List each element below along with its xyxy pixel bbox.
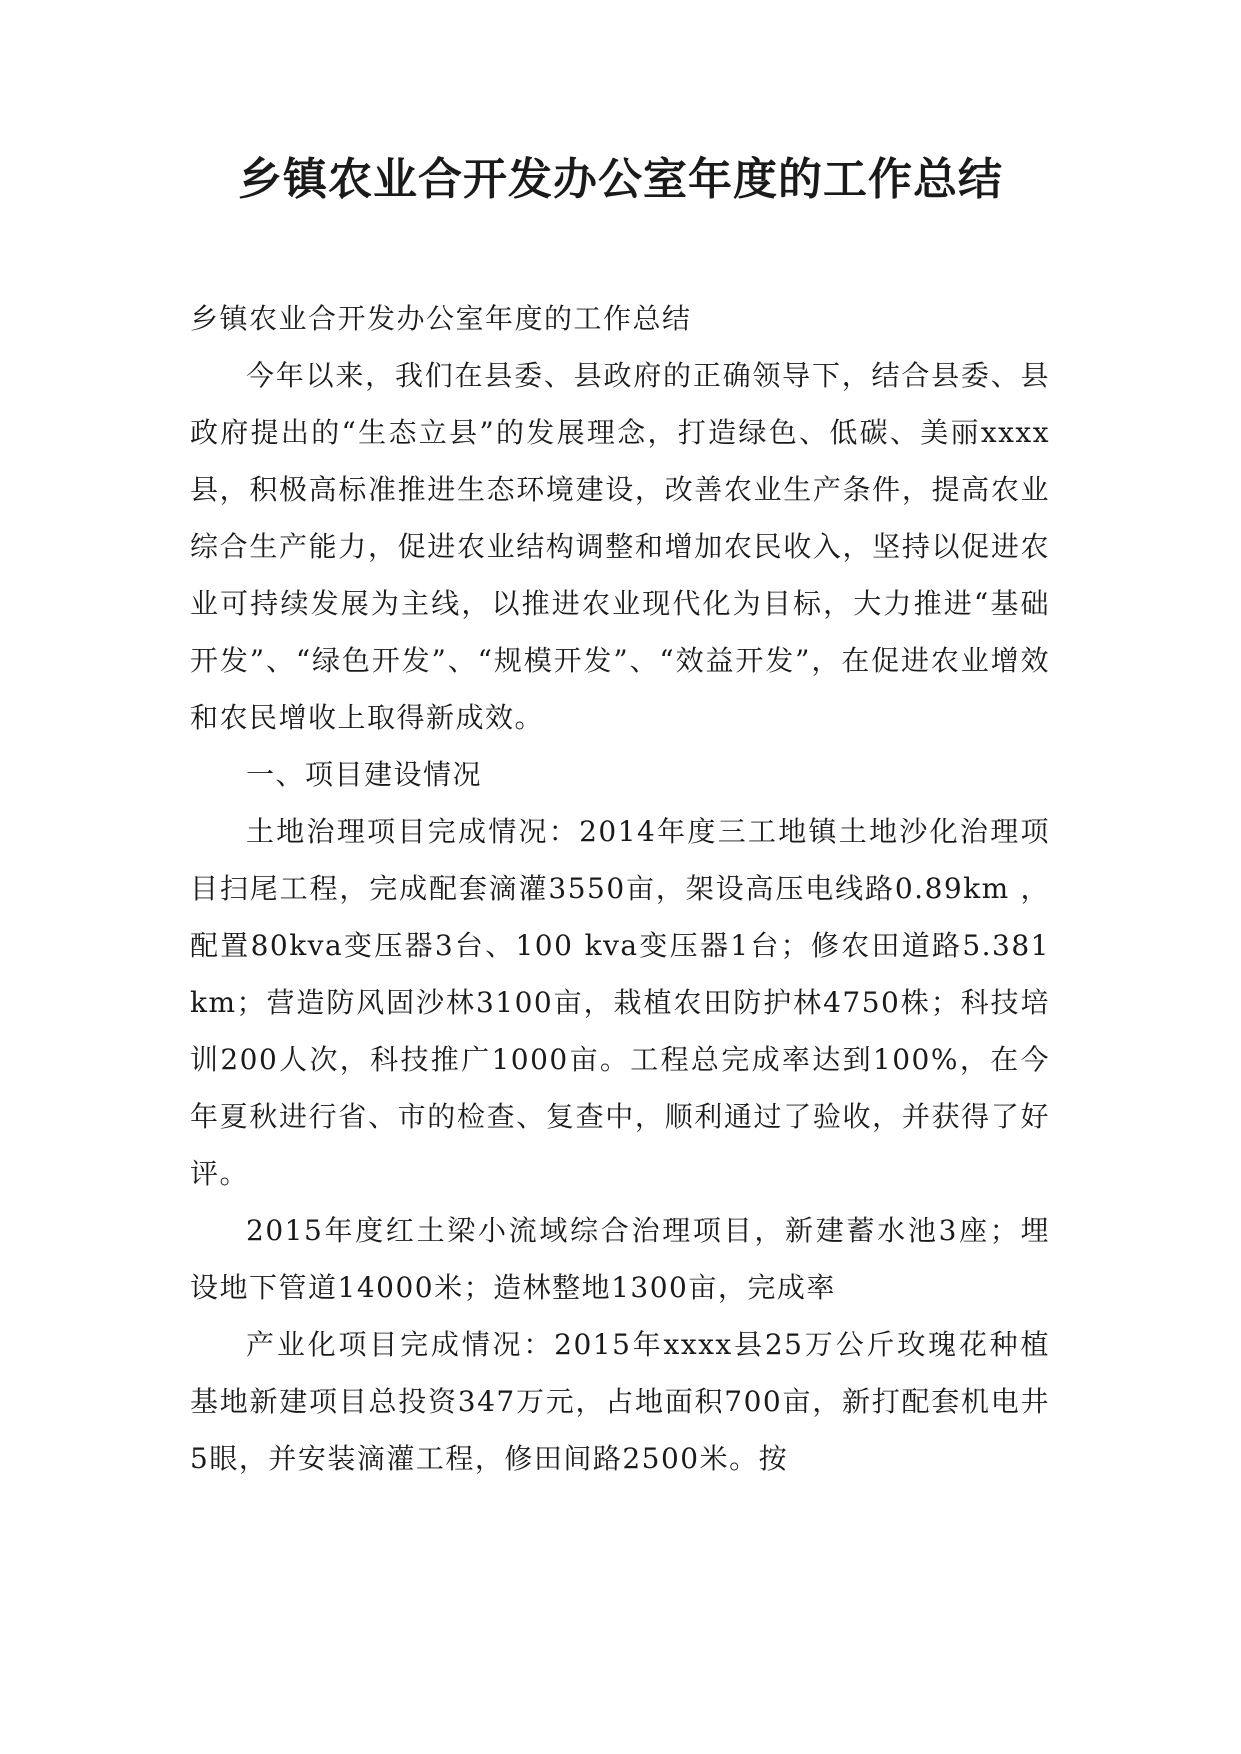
section-heading-project-construction: 一、项目建设情况 xyxy=(246,758,483,791)
paragraph-land-treatment: 土地治理项目完成情况：2014年度三工地镇土地沙化治理项目扫尾工程，完成配套滴灌3550亩，架设高压电线路0.89km ，配置80kva变压器3台、100 kva变压器1台；修农田道路5.381 km；营造防风固沙林3100亩，栽植农田防护林4750株；科技培训200人次，科技推广1000亩。工程总完成率达到100%，在今年夏秋进行省、市的检查、复查中，顺利通过了验收，并获得了好评。 xyxy=(190,815,1050,1190)
paragraph-intro: 今年以来，我们在县委、县政府的正确领导下，结合县委、县政府提出的“生态立县”的发展理念，打造绿色、低碳、美丽xxxx县，积极高标准推进生态环境建设，改善农业生产条件，提高农业综合生产能力，促进农业结构调整和增加农民收入，坚持以促进农业可持续发展为主线，以推进农业现代化为目标，大力推进“基础开发”、“绿色开发”、“规模开发”、“效益开发”，在促进农业增效和农民增收上取得新成效。 xyxy=(190,359,1050,734)
document-title: 乡镇农业合开发办公室年度的工作总结 xyxy=(238,154,1003,205)
document-body xyxy=(190,290,1050,1487)
paragraph-heading: 乡镇农业合开发办公室年度的工作总结 xyxy=(190,302,692,335)
paragraph-watershed-project: 2015年度红土梁小流域综合治理项目，新建蓄水池3座；埋设地下管道14000米；造林整地1300亩，完成率 xyxy=(190,1214,1050,1304)
paragraph-industrialization: 产业化项目完成情况：2015年xxxx县25万公斤玫瑰花种植基地新建项目总投资347万元，占地面积700亩，新打配套机电井5眼，并安装滴灌工程，修田间路2500米。按 xyxy=(190,1328,1050,1475)
